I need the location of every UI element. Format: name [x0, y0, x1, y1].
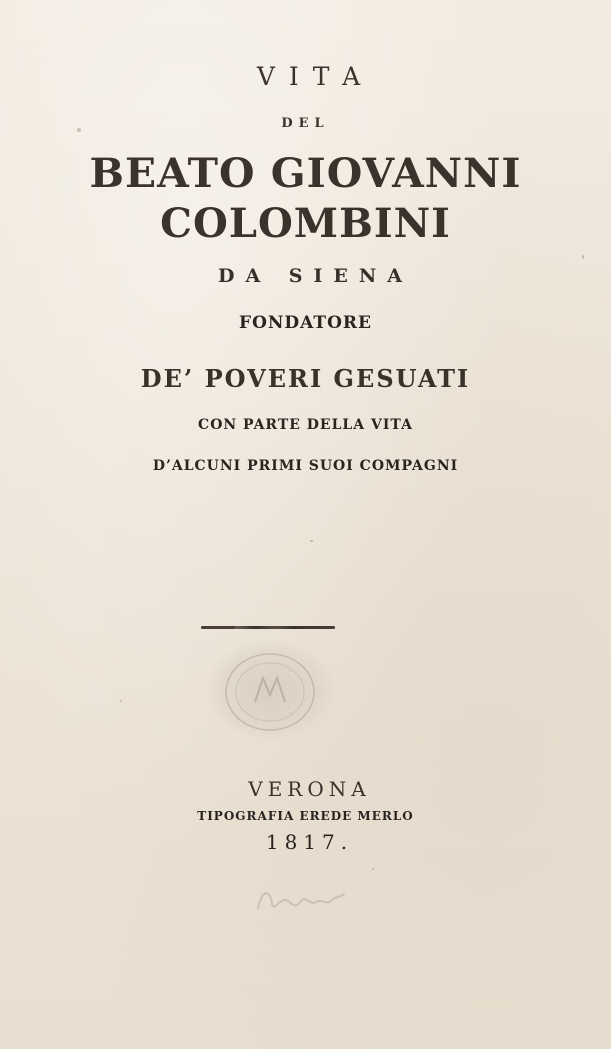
title-compagni: D’ALCUNI PRIMI SUOI COMPAGNI — [152, 458, 459, 474]
title-beato-giovanni: BEATO GIOVANNI — [89, 150, 522, 197]
library-stamp — [205, 640, 335, 740]
imprint-city: VERONA — [248, 777, 371, 801]
title-con-parte: CON PARTE DELLA VITA — [198, 417, 413, 433]
title-poveri-gesuati: DE’ POVERI GESUATI — [140, 364, 471, 393]
paper-speck — [120, 700, 122, 702]
title-vita: VITA — [256, 62, 375, 91]
title-da-siena: DA SIENA — [217, 265, 414, 287]
imprint-year: 1817. — [265, 830, 354, 854]
faded-signature — [250, 880, 350, 920]
paper-speck — [372, 868, 374, 870]
title-fondatore: FONDATORE — [239, 313, 372, 333]
paper-speck — [310, 540, 313, 542]
paper-speck — [582, 255, 584, 259]
title-colombini: COLOMBINI — [160, 200, 451, 247]
title-del: DEL — [281, 116, 330, 131]
imprint-printer: TIPOGRAFIA EREDE MERLO — [197, 809, 414, 823]
stamp-emblem — [205, 640, 335, 740]
ornamental-rule — [201, 626, 335, 629]
